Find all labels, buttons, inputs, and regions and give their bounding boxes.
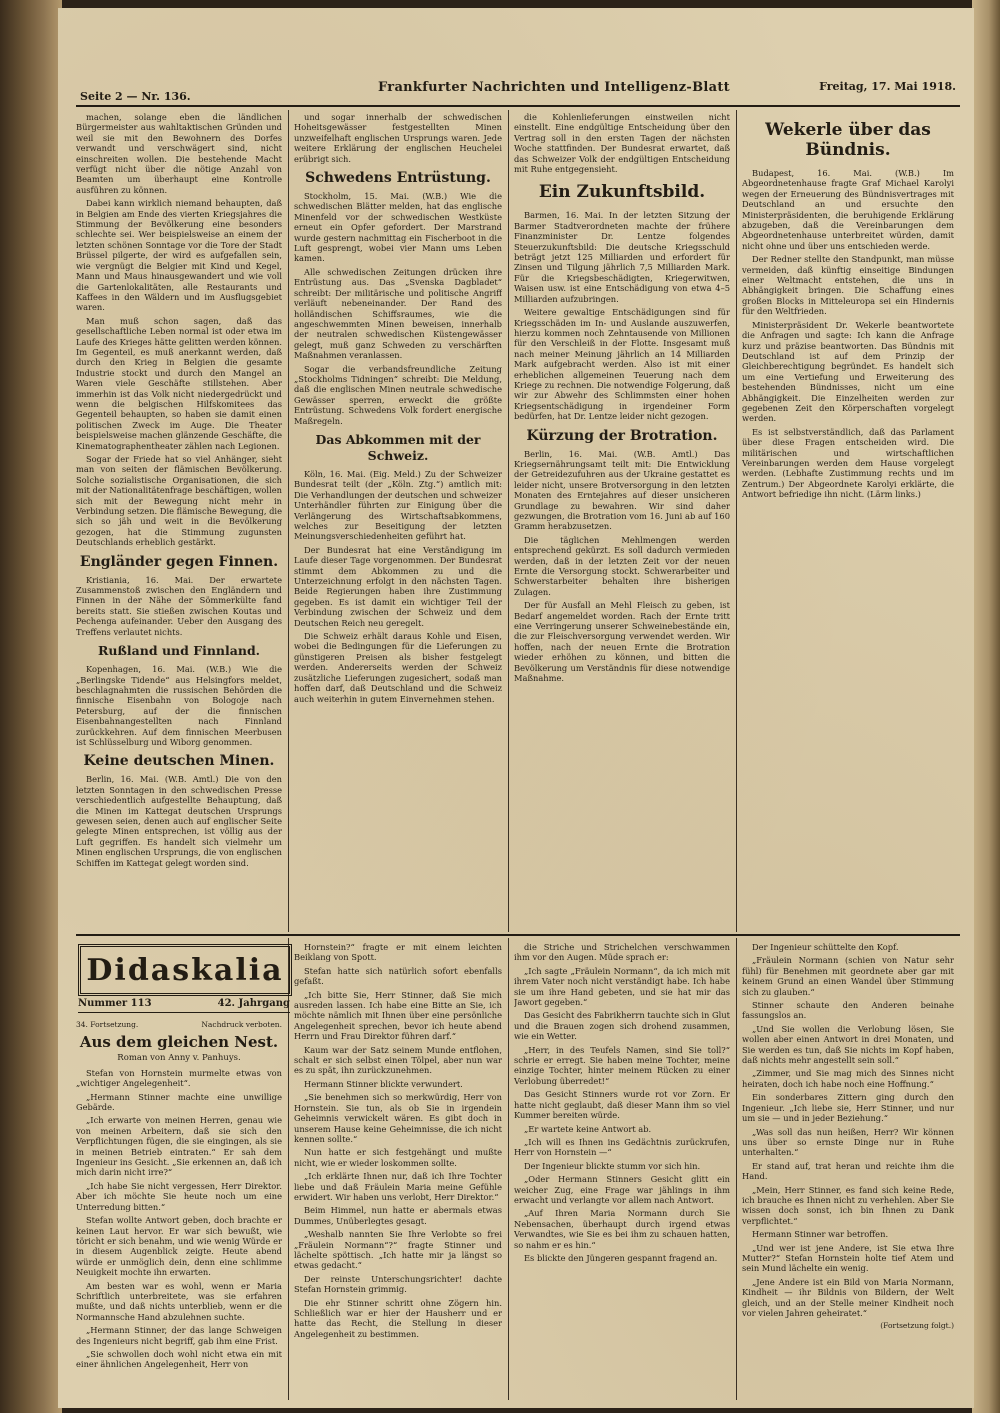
- story-paragraph: Stefan wollte Antwort geben, doch brachte er keinen Laut hervor. Er war sich bewußt, wie töricht er sich benahm, und wie wenig Würde er in diesem Augenblick zeigte. Heute abend würde er unmöglich dein, denn eine schlimme Neuigkeit mochte ihn erwarten.: [76, 1215, 282, 1278]
- book-spine-edge: [0, 0, 62, 1413]
- page-right-edge: [972, 0, 1000, 1413]
- article-paragraph: Der Redner stellte den Standpunkt, man müsse vermeiden, daß künftig einseitige Bindungen einer Weltmacht entstehen, die uns in Abhängigkeit bringen. Die Schaffung eines großen Blocks in Mitteleuropa sei ein Hindernis für den Weltfrieden.: [742, 254, 954, 317]
- headline-keine-minen: Keine deutschen Minen.: [83, 753, 275, 770]
- article-paragraph: Ministerpräsident Dr. Wekerle beantwortete die Anfragen und sagte: Ich kann die Anfrage kurz und präzise beantworten. Das Bündnis mit Deutschland ist auf dem Prinzip der Gleichberechtigung begründet. Es handelt sich um eine Vertiefung und Erweiterung des bestehenden Bündnisses, nicht um eine Abhängigkeit. Die Einzelheiten werden zur gegebenen Zeit den Körperschaften vorgelegt werden.: [742, 319, 954, 424]
- serial-meta-row: [76, 1020, 282, 1030]
- story-paragraph: Beim Himmel, nun hatte er abermals etwas Dummes, Unüberlegtes gesagt.: [294, 1205, 502, 1226]
- article-paragraph: Alle schwedischen Zeitungen drücken ihre Entrüstung aus. Das „Svenska Dagbladet“ schreibt: Der militärische und politische Angriff verläuft nebeneinander. Der Rand des holländischen Schiffsraumes, wie die angeschwemmten Minen beweisen, innerhalb der neutralen schwedischen Küstengewässer gelegt, muß ganz Schweden zu verschärften Maßnahmen veranlassen.: [294, 266, 502, 361]
- story-paragraph: „Zimmer, und Sie mag mich des Sinnes nicht heiraten, doch ich habe noch eine Hoffnung.“: [742, 1068, 954, 1089]
- column-3: [514, 112, 730, 930]
- story-paragraph: Die ehr Stinner schritt ohne Zögern hin. Schließlich war er hier der Hausherr und er hatte das Recht, die Stellung in dieser Angelegenheit zu bestimmen.: [294, 1297, 502, 1339]
- story-paragraph: Stefan hatte sich natürlich sofort ebenfalls gefaßt.: [294, 965, 502, 987]
- story-paragraph: „Sie benehmen sich so merkwürdig, Herr von Hornstein. Sie tun, als ob Sie in irgendein Geheimnis verwickelt wären. Es gibt doch in unserem Hause keine Geheimnisse, die ich nicht kennen sollte.“: [294, 1092, 502, 1144]
- story-paragraph: „Hermann Stinner machte eine unwillige Gebärde.: [76, 1091, 282, 1113]
- section-divider: [76, 934, 960, 936]
- story-paragraph: „Ich bitte Sie, Herr Stinner, daß Sie mich ausreden lassen. Ich habe eine Bitte an Sie, ich möchte nämlich mit Ihnen über eine persönliche Angelegenheit sprechen, bevor ich heute abend Herrn und Frau Direktor führen darf.“: [294, 989, 502, 1042]
- story-paragraph: „Auf Ihren Maria Normann durch Sie Nebensachen, überhaupt durch irgend etwas Verwandtes, wie Sie es bei ihm zu schauen hatten, so nahm er es hin.“: [514, 1208, 730, 1250]
- story-paragraph: Am besten war es wohl, wenn er Maria Schriftlich unterbreitete, was sie erfahren mußte, und daß nichts unterblieb, wenn er die Normannsche Hand abzulehnen suchte.: [76, 1280, 282, 1322]
- article-paragraph: Kristiania, 16. Mai. Der erwartete Zusammenstoß zwischen den Engländern und Finnen in der Nähe der Sömmerkülte fand bereits statt. Sie stießen zwischen Koutas und Pechenga aufeinander. Ueber den Ausgang des Treffens verlautet nichts.: [76, 574, 282, 637]
- newspaper-title: Frankfurter Nachrichten und Intelligenz-Blatt: [378, 80, 730, 95]
- article-paragraph: Köln, 16. Mai. (Eig. Meld.) Zu der Schweizer Bundesrat teilt (der „Köln. Ztg.“) amtlich mit: Die Verhandlungen der deutschen und schweizer Unterhändler führten zur Einigung über die Verlängerung des Wirtschaftsabkommens, welches zur Beseitigung der letzten Meinungsverschiedenheiten geführt hat.: [294, 468, 502, 542]
- story-paragraph: „Weshalb nannten Sie Ihre Verlobte so frei „Fräulein Normann“?“ fragte Stinner und lächelte spöttisch. „Ich hatte mir ja längst so etwas gedacht.“: [294, 1229, 502, 1271]
- article-paragraph: Der für Ausfall an Mehl Fleisch zu geben, ist Bedarf angemeldet worden. Rach der Ernte tritt eine Verringerung unserer Schweinebestände ein, die zur Fleischversorgung verwendet werden. Wir hoffen, nach der neuen Ernte die Brotration wieder erhöhen zu können, und bitten die Bevölkerung um Verständnis für diese notwendige Maßnahme.: [514, 600, 730, 684]
- story-paragraph: „Oder Hermann Stinners Gesicht glitt ein weicher Zug, eine Frage war jählings in ihm erwacht und verlangte vor allem nach Antwort.: [514, 1174, 730, 1205]
- story-paragraph: Ein sonderbares Zittern ging durch den Ingenieur. „Ich liebe sie, Herr Stinner, und nur um sie — und in jeder Beziehung.“: [742, 1092, 954, 1124]
- headline-englaender-finnen: Engländer gegen Finnen.: [79, 553, 279, 570]
- continued-note: (Fortsetzung folgt.): [880, 1321, 954, 1331]
- story-paragraph: Stinner schaute den Anderen beinahe fassungslos an.: [742, 1000, 954, 1021]
- article-paragraph: Die Schweiz erhält daraus Kohle und Eisen, wobei die Bedingungen für die Lieferungen zu günstigeren Preisen als bisher festgelegt werden. Andererseits werden der Schweiz zusätzliche Lieferungen zugesichert, sodaß man hoffen darf, daß Deutschland und die Schweiz auch weiterhin in gutem Einvernehmen stehen.: [294, 631, 502, 704]
- novel-title: Aus dem gleichen Nest.: [79, 1033, 279, 1052]
- article-paragraph: Dabei kann wirklich niemand behaupten, daß in Belgien am Ende des vierten Kriegsjahres die Stimmung der Bevölkerung eine besonders schlechte sei. Wer beispielsweise an einem der letzten schönen Sonntage vor die Tore der Stadt Brüssel pilgerte, der wird es aufgefallen sein, wie vergnügt die Belgier mit Kind und Kegel, Mann und Maus hinausgewandert und wie voll die Gartenlokalitäten, alle Restaurants und Kaffees in den Wäldern und im Ausflugsgebiet waren.: [76, 198, 282, 313]
- story-paragraph: „Ich erwarte von meinen Herren, genau wie von meinen Arbeitern, daß sie sich den Verpflichtungen fügen, die sie eingingen, als sie in meinen Betrieb eintraten.“ Er sah dem Ingenieur ins Gesicht. „Sie erkennen an, daß ich mich darin nicht irre?“: [76, 1115, 282, 1178]
- column-1: [76, 112, 282, 930]
- story-paragraph: „Was soll das nun heißen, Herr? Wir können uns über so ernste Dinge nur in Ruhe unterhalten.“: [742, 1126, 954, 1158]
- story-paragraph: Stefan von Hornstein murmelte etwas von „wichtiger Angelegenheit“.: [76, 1067, 282, 1089]
- reprint-note: Nachdruck verboten.: [201, 1020, 282, 1029]
- novel-author: Roman von Anny v. Panhuys.: [117, 1053, 241, 1064]
- story-paragraph: Hornstein?“ fragte er mit einem leichten Beiklang von Spott.: [294, 942, 502, 963]
- header-rule: [76, 105, 960, 107]
- meta-rule: [78, 1012, 290, 1013]
- article-paragraph: Kopenhagen, 16. Mai. (W.B.) Wie die „Berlingske Tidende“ aus Helsingfors meldet, beschlagnahmten die russischen Behörden die finnische Eisenbahn von Bologoje nach Petersburg, auf der die finnischen Eisenbahnangestellten nach Finnland zurückkehren. Auf dem finnischen Meerbusen ist Schlüsselburg und Wiborg genommen.: [76, 664, 282, 747]
- article-paragraph: machen, solange eben die ländlichen Bürgermeister aus wahltaktischen Gründen und weil sie mit den Bewohnern des Dorfes verwandt und verschwägert sind, nicht einschreiten wollen. Die bestehende Macht verfügt nicht über die nötige Anzahl von Beamten um überhaupt eine Kontrolle ausführen zu können.: [76, 112, 282, 195]
- article-paragraph: Der Bundesrat hat eine Verständigung im Laufe dieser Tage vorgenommen. Der Bundesrat stimmt dem Abkommen zu und die Unterzeichnung erfolgt in den nächsten Tagen. Beide Regierungen haben ihre Zustimmung gegeben. Es ist damit ein wichtiger Teil der Verbindung zwischen der Schweiz und dem Deutschen Reich neu geregelt.: [294, 544, 502, 628]
- story-paragraph: „Ich will es Ihnen ins Gedächtnis zurückrufen, Herr von Hornstein —“: [514, 1136, 730, 1158]
- column-rule: [736, 938, 737, 1400]
- serial-column-a: [76, 1020, 282, 1400]
- headline-zukunftsbild: Ein Zukunftsbild.: [538, 182, 706, 203]
- headline-wekerle-buendnis: Wekerle über das Bündnis.: [765, 120, 931, 160]
- story-paragraph: Hermann Stinner war betroffen.: [752, 1229, 889, 1240]
- story-paragraph: „Sie schwollen doch wohl nicht etwa ein mit einer ähnlichen Angelegenheit, Herr von: [76, 1348, 282, 1370]
- column-rule: [508, 110, 509, 932]
- serial-column-d: [742, 942, 954, 1400]
- headline-schwedens-entruestung: Schwedens Entrüstung.: [305, 170, 491, 187]
- column-rule: [288, 110, 289, 932]
- page-number-label: Seite 2 — Nr. 136.: [80, 90, 191, 103]
- headline-brotration: Kürzung der Brotration.: [526, 427, 718, 444]
- article-paragraph: Es ist selbstverständlich, daß das Parlament über diese Fragen entscheiden wird. Die militärischen und wirtschaftlichen Vereinbarungen werden dem Hause vorgelegt werden. (Lebhafte Zustimmung rechts und im Zentrum.) Der Abgeordnete Karolyi erklärte, die Antwort befriedige ihn nicht. (Lärm links.): [742, 426, 954, 500]
- article-paragraph: Man muß schon sagen, daß das gesellschaftliche Leben normal ist oder etwa im Laufe des Krieges hätte gelitten werden können. Im Gegenteil, es muß anerkannt werden, daß durch den Krieg in Belgien die gesamte Industrie stockt und durch den Mangel an Waren viele Geschäfte stillstehen. Aber immerhin ist das Volk nicht niedergedrückt und wenn die belgischen Hilfskomitees das Gegenteil behaupten, so haben sie damit einen politischen Zweck im Auge. Die Theater beispielsweise machen glänzende Geschäfte, die Kinematographentheater zählen nach Legionen.: [76, 315, 282, 451]
- article-paragraph: Die täglichen Mehlmengen werden entsprechend gekürzt. Es soll dadurch vermieden werden, daß in der letzten Zeit vor der neuen Ernte die Versorgung stockt. Schwerarbeiter und Schwerstarbeiter behalten ihre bisherigen Zulagen.: [514, 534, 730, 597]
- headline-abkommen-schweiz: Das Abkommen mit der Schweiz.: [315, 431, 481, 463]
- story-paragraph: „Ich erklärte Ihnen nur, daß ich Ihre Tochter liebe und daß Fräulein Maria meine Gefühle erwidert. Wir haben uns verlobt, Herr Direktor.“: [294, 1171, 502, 1202]
- story-paragraph: die Striche und Strichelchen verschwammen ihm vor den Augen. Müde sprach er:: [514, 942, 730, 963]
- story-paragraph: Nun hatte er sich festgehängt und mußte nicht, wie er wieder loskommen sollte.: [294, 1147, 502, 1168]
- story-paragraph: „Und Sie wollen die Verlobung lösen, Sie wollen aber einen Antwort in drei Monaten, und Sie werden es tun, daß Sie nichts im Kopf haben, daß nichts mehr angestellt sein soll.“: [742, 1023, 954, 1066]
- didaskalia-masthead: [78, 944, 292, 996]
- article-paragraph: Barmen, 16. Mai. In der letzten Sitzung der Barmer Stadtverordneten machte der frühere Finanzminister Dr. Lentze folgendes Steuerzukunftsbild: Die deutsche Kriegsschuld beträgt jetzt 125 Milliarden und erfordert für Zinsen und Tilgung jährlich 7,5 Milliarden Mark. Für die Kriegsbeschädigten, Kriegerwitwen, Waisen usw. ist eine Entschädigung von etwa 4–5 Milliarden aufzubringen.: [514, 210, 730, 304]
- article-paragraph: Sogar die verbandsfreundliche Zeitung „Stockholms Tidningen“ schreibt: Die Meldung, daß die englischen Minen neutrale schwedische Gewässer sperren, erweckt die größte Entrüstung. Schwedens Volk fordert energische Maßregeln.: [294, 363, 502, 426]
- story-paragraph: „Mein, Herr Stinner, es fand sich keine Rede, ich brauche es Ihnen nicht zu verhehlen. Aber Sie wissen doch sonst, ich bin Ihnen zu Dank verpflichtet.“: [742, 1184, 954, 1226]
- didaskalia-meta: [78, 998, 290, 1009]
- page-header: [58, 68, 974, 108]
- didaskalia-year: 42. Jahrgang: [217, 998, 290, 1009]
- story-paragraph: Hermann Stinner blickte verwundert.: [304, 1078, 463, 1089]
- story-paragraph: Der reinste Unterschungsrichter! dachte Stefan Hornstein grimmig.: [294, 1273, 502, 1295]
- serial-column-b: [294, 942, 502, 1400]
- didaskalia-title: Didaskalia: [86, 952, 284, 988]
- story-paragraph: „Jene Andere ist ein Bild von Maria Normann, Kindheit — ihr Bildnis von Bildern, der Welt gleich, und an der Stelle meiner Kindheit noch vor vielen Jahren geheiratet.“: [742, 1276, 954, 1318]
- article-paragraph: Budapest, 16. Mai. (W.B.) Im Abgeordnetenhause fragte Graf Michael Karolyi wegen der Erneuerung des Bündnisvertrages mit Deutschland an und ersuchte den Ministerpräsidenten, die beruhigende Erklärung abzugeben, daß die Vereinbarungen dem Abgeordnetenhause unterbreitet würden, damit nicht ohne und über uns entschieden werde.: [742, 168, 954, 251]
- story-paragraph: „Er wartete keine Antwort ab.: [524, 1123, 652, 1134]
- story-paragraph: Kaum war der Satz seinem Munde entflohen, schalt er sich selbst einen Tölpel, aber nun war es zu spät, ihn zurückzunehmen.: [294, 1044, 502, 1076]
- column-rule: [508, 938, 509, 1400]
- issue-date: Freitag, 17. Mai 1918.: [819, 80, 956, 93]
- article-paragraph: Weitere gewaltige Entschädigungen sind für Kriegsschäden im In- und Auslande auszuwerfen, hierzu kommen noch Zehntausende von Millionen für den Verschleiß in der Flotte. Insgesamt muß nach meiner Meinung jährlich an 14 Milliarden Mark aufgebracht werden. Also ist mit einer erheblichen allgemeinen Teuerung nach dem Kriege zu rechnen. Die notwendige Folgerung, daß wir zur Abwehr des Schlimmsten einer hohen Kriegsentschädigung in irgendeiner Form bedürfen, hat Dr. Lentze leider nicht gezogen.: [514, 307, 730, 422]
- story-paragraph: Der Ingenieur schüttelte den Kopf.: [752, 942, 899, 952]
- story-paragraph: Es blickte den Jüngeren gespannt fragend an.: [524, 1252, 718, 1263]
- story-paragraph: „Hermann Stinner, der das lange Schweigen des Ingenieurs nicht begriff, gab ihm eine Frist.: [76, 1325, 282, 1346]
- article-paragraph: und sogar innerhalb der schwedischen Hoheitsgewässer festgestellten Minen unzweifelhaft englischen Ursprungs waren. Jede weitere Erklärung der englischen Heuchelei erübrigt sich.: [294, 112, 502, 164]
- column-rule: [736, 110, 737, 932]
- story-paragraph: „Ich sagte „Fräulein Normann“, da ich mich mit ihrem Vater noch nicht verständigt habe. Ich habe sie um ihre Hand gebeten, und sie hat mir das Jawort gegeben.“: [514, 965, 730, 1008]
- article-paragraph: Stockholm, 15. Mai. (W.B.) Wie die schwedischen Blätter melden, hat das englische Minenfeld vor der schwedischen Westküste erneut ein Opfer gefordert. Der Marstrand wurde gestern nachmittag ein Fischerboot in die Luft gesprengt, wobei vier Mann ums Leben kamen.: [294, 191, 502, 264]
- column-2: [294, 112, 502, 930]
- newspaper-page: [58, 8, 974, 1408]
- column-4: [742, 112, 954, 930]
- article-paragraph: die Kohlenlieferungen einstweilen nicht einstellt. Eine endgültige Entscheidung über den Vertrag soll in den ersten Tagen der nächsten Woche stattfinden. Der Bundesrat erwartet, daß das Schweizer Volk der endgültigen Entscheidung mit Ruhe entgegensieht.: [514, 112, 730, 175]
- article-paragraph: Sogar der Friede hat so viel Anhänger, sieht man von seiten der flämischen Bevölkerung. Solche sozialistische Organisationen, die sich mit der Nationalitätenfrage beschäftigen, wollen sich mit der Bewegung nicht mehr in Verbindung setzen. Die flämische Bewegung, die sich so jäh und weit in die Bevölkerung gezogen, hat die Stimmung zugunsten Deutschlands erheblich gestärkt.: [76, 454, 282, 548]
- article-paragraph: Berlin, 16. Mai. (W.B. Amtl.) Das Kriegsernährungsamt teilt mit: Die Entwicklung der Getreidezufuhren aus der Ukraine gestattet es leider nicht, unsere Brotversorgung in den letzten Monaten des Erntejahres auf dieser unsicheren Grundlage zu bewahren. Wir sind daher gezwungen, die Brotration vom 16. Juni ab auf 160 Gramm herabzusetzen.: [514, 448, 730, 532]
- story-paragraph: Das Gesicht des Fabrikherrn tauchte sich in Glut und die Brauen zogen sich drohend zusammen, wie ein Wetter.: [514, 1010, 730, 1042]
- serial-episode: 34. Fortsetzung.: [76, 1020, 139, 1029]
- article-paragraph: Berlin, 16. Mai. (W.B. Amtl.) Die von den letzten Sonntagen in den schwedischen Presse verschiedentlich aufgestellte Behauptung, daß die Minen im Kattegat deutschen Ursprungs gewesen seien, denen auch auf englischer Seite gelegte Minen entsprechen, ist völlig aus der Luft gegriffen. Es handelt sich vielmehr um Minen englischen Ursprungs, die von englischen Schiffen im Kattegat gelegt worden sind.: [76, 774, 282, 868]
- serial-column-c: [514, 942, 730, 1400]
- headline-russland-finnland: Rußland und Finnland.: [97, 643, 261, 659]
- story-paragraph: „Und wer ist jene Andere, ist Sie etwa Ihre Mutter?“ Stefan Hornstein holte tief Atem und sein Mund lächelte ein wenig.: [742, 1242, 954, 1274]
- didaskalia-issue: Nummer 113: [78, 998, 152, 1009]
- story-paragraph: Der Ingenieur blickte stumm vor sich hin.: [524, 1160, 701, 1171]
- story-paragraph: „Fräulein Normann (schien von Natur sehr fühl) für Benehmen mit geordnete aber gar mit keinem Grund an einen Wandel über Stimmung sich zu glauben.“: [742, 955, 954, 997]
- story-paragraph: Das Gesicht Stinners wurde rot vor Zorn. Er hatte nicht geglaubt, daß dieser Mann ihm so viel Kummer bereiten würde.: [514, 1089, 730, 1121]
- story-paragraph: „Ich habe Sie nicht vergessen, Herr Direktor. Aber ich möchte Sie heute noch um eine Unterredung bitten.“: [76, 1180, 282, 1212]
- story-paragraph: Er stand auf, trat heran und reichte ihm die Hand.: [742, 1160, 954, 1182]
- story-paragraph: „Herr, in des Teufels Namen, sind Sie toll?“ schrie er erregt. Sie haben meine Tochter, meine einzige Tochter, hinter meinem Rücken zu einer Verlobung überredet!“: [514, 1044, 730, 1086]
